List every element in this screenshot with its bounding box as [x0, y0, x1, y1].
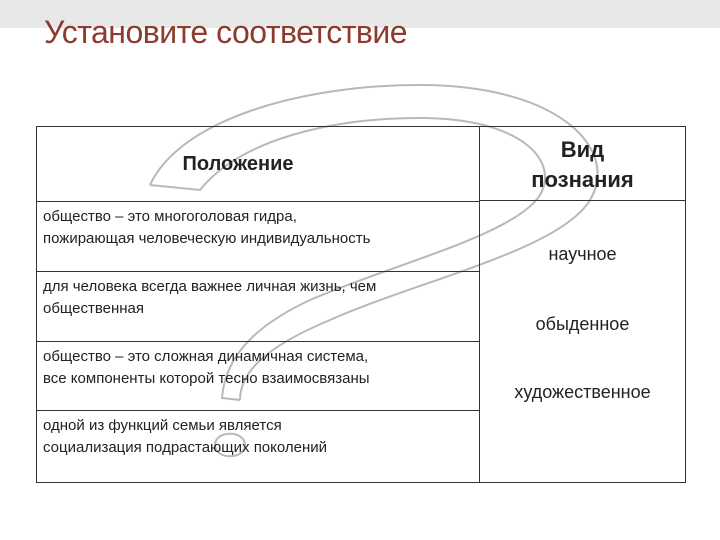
statement-3-line1: общество – это сложная динамичная система,	[43, 348, 369, 365]
option-artistic: художественное	[514, 382, 651, 402]
statement-1-line1: общество – это многоголовая гидра,	[43, 208, 297, 225]
header-knowledge-type-line2: познания	[531, 167, 634, 192]
statement-4-line1: одной из функций семьи является	[43, 417, 282, 434]
option-everyday: обыденное	[535, 314, 630, 334]
slide-title: Установите соответствие	[44, 14, 408, 50]
statement-4-line2: социализация подрастающих поколений	[43, 439, 328, 456]
header-knowledge-type	[480, 127, 685, 201]
statement-3	[37, 342, 479, 411]
matching-table	[36, 126, 686, 483]
statement-2	[37, 272, 479, 342]
statement-1-line2: пожирающая человеческую индивидуальность	[43, 230, 371, 247]
option-scientific: научное	[548, 244, 617, 264]
statement-3-line2: все компоненты которой тесно взаимосвязаны	[43, 370, 370, 387]
options-cell	[480, 202, 685, 482]
statement-2-line2: общественная	[43, 300, 144, 317]
header-knowledge-type-line1: Вид	[560, 137, 605, 162]
statement-2-line1: для человека всегда важнее личная жизнь, чем	[43, 278, 377, 295]
statement-1	[37, 202, 479, 272]
statement-4	[37, 411, 479, 482]
header-position: Положение	[37, 127, 479, 202]
